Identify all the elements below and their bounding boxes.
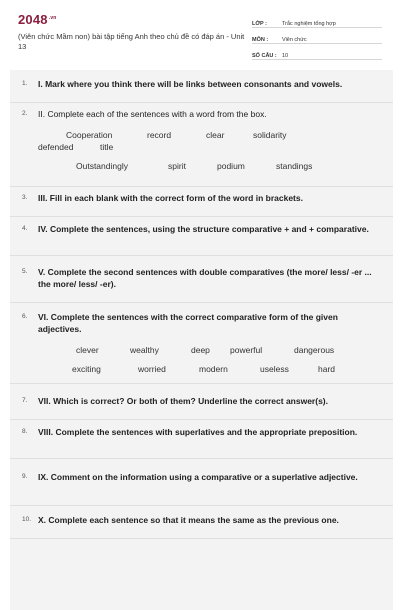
word-option: defended xyxy=(38,142,74,152)
word-box xyxy=(10,345,393,381)
question-number: 8. xyxy=(22,428,28,435)
meta-info xyxy=(252,14,382,62)
question-item xyxy=(10,313,393,384)
word-option: powerful xyxy=(230,345,263,355)
logo-suffix: .vn xyxy=(48,14,57,21)
word-option: deep xyxy=(191,345,210,355)
question-number: 10. xyxy=(22,516,32,523)
question-text: VI. Complete the sentences with the correct comparative form of the given adjectives. xyxy=(38,312,338,334)
meta-key: LỚP : xyxy=(252,21,267,27)
word-option: spirit xyxy=(168,161,186,171)
word-option: exciting xyxy=(72,364,101,374)
word-option: dangerous xyxy=(294,345,335,355)
word-option: clever xyxy=(76,345,99,355)
word-option: wealthy xyxy=(130,345,159,355)
question-number: 2. xyxy=(22,110,28,117)
meta-value: Trắc nghiệm tổng hợp xyxy=(282,21,336,27)
word-option: hard xyxy=(318,364,336,374)
question-text: II. Complete each of the sentences with a word from the box. xyxy=(38,109,267,119)
question-item xyxy=(10,268,393,303)
question-item xyxy=(10,110,393,187)
question-item xyxy=(10,194,393,217)
question-text: IV. Complete the sentences, using the structure comparative + and + comparative. xyxy=(38,224,369,234)
question-number: 1. xyxy=(22,80,28,87)
meta-key: SỐ CÂU : xyxy=(252,53,277,59)
site-logo[interactable] xyxy=(18,12,57,27)
question-list xyxy=(10,70,393,610)
word-option: standings xyxy=(276,161,313,171)
question-text: I. Mark where you think there will be links between consonants and vowels. xyxy=(38,79,343,89)
word-option: podium xyxy=(217,161,245,171)
word-option: clear xyxy=(206,130,225,140)
question-text: III. Fill in each blank with the correct form of the word in brackets. xyxy=(38,193,303,203)
question-item xyxy=(10,397,393,420)
word-option: record xyxy=(147,130,172,140)
meta-value: Viên chức xyxy=(282,37,307,43)
word-option: modern xyxy=(199,364,228,374)
question-text: V. Complete the second sentences with double comparatives (the more/ less/ -er ... the more/ less/ -er). xyxy=(38,267,372,289)
word-option: worried xyxy=(138,364,166,374)
question-item xyxy=(10,225,393,256)
question-number: 9. xyxy=(22,473,28,480)
question-number: 3. xyxy=(22,194,28,201)
question-item xyxy=(10,516,393,539)
meta-row-class xyxy=(252,14,382,28)
question-item xyxy=(10,473,393,506)
header xyxy=(0,0,400,62)
meta-key: MÔN : xyxy=(252,37,269,43)
word-option: solidarity xyxy=(253,130,287,140)
word-option: Outstandingly xyxy=(76,161,128,171)
meta-row-count xyxy=(252,46,382,60)
document-title: (Viên chức Mầm non) bài tập tiếng Anh theo chủ đề có đáp án - Unit 13 xyxy=(18,32,245,51)
question-number: 4. xyxy=(22,225,28,232)
word-option: useless xyxy=(260,364,289,374)
question-text: X. Complete each sentence so that it means the same as the previous one. xyxy=(38,515,339,525)
question-number: 6. xyxy=(22,313,28,320)
question-number: 7. xyxy=(22,397,28,404)
question-item xyxy=(10,80,393,103)
meta-value: 10 xyxy=(282,53,289,59)
question-number: 5. xyxy=(22,268,28,275)
meta-row-subject xyxy=(252,30,382,44)
question-text: IX. Comment on the information using a comparative or a superlative adjective. xyxy=(38,472,358,482)
word-box xyxy=(10,130,393,186)
logo-text: 2048 xyxy=(18,12,48,27)
question-item xyxy=(10,428,393,459)
word-option: Cooperation xyxy=(66,130,113,140)
question-text: VIII. Complete the sentences with superlatives and the appropriate preposition. xyxy=(38,427,358,437)
question-text: VII. Which is correct? Or both of them? Underline the correct answer(s). xyxy=(38,396,328,406)
word-option: title xyxy=(100,142,114,152)
